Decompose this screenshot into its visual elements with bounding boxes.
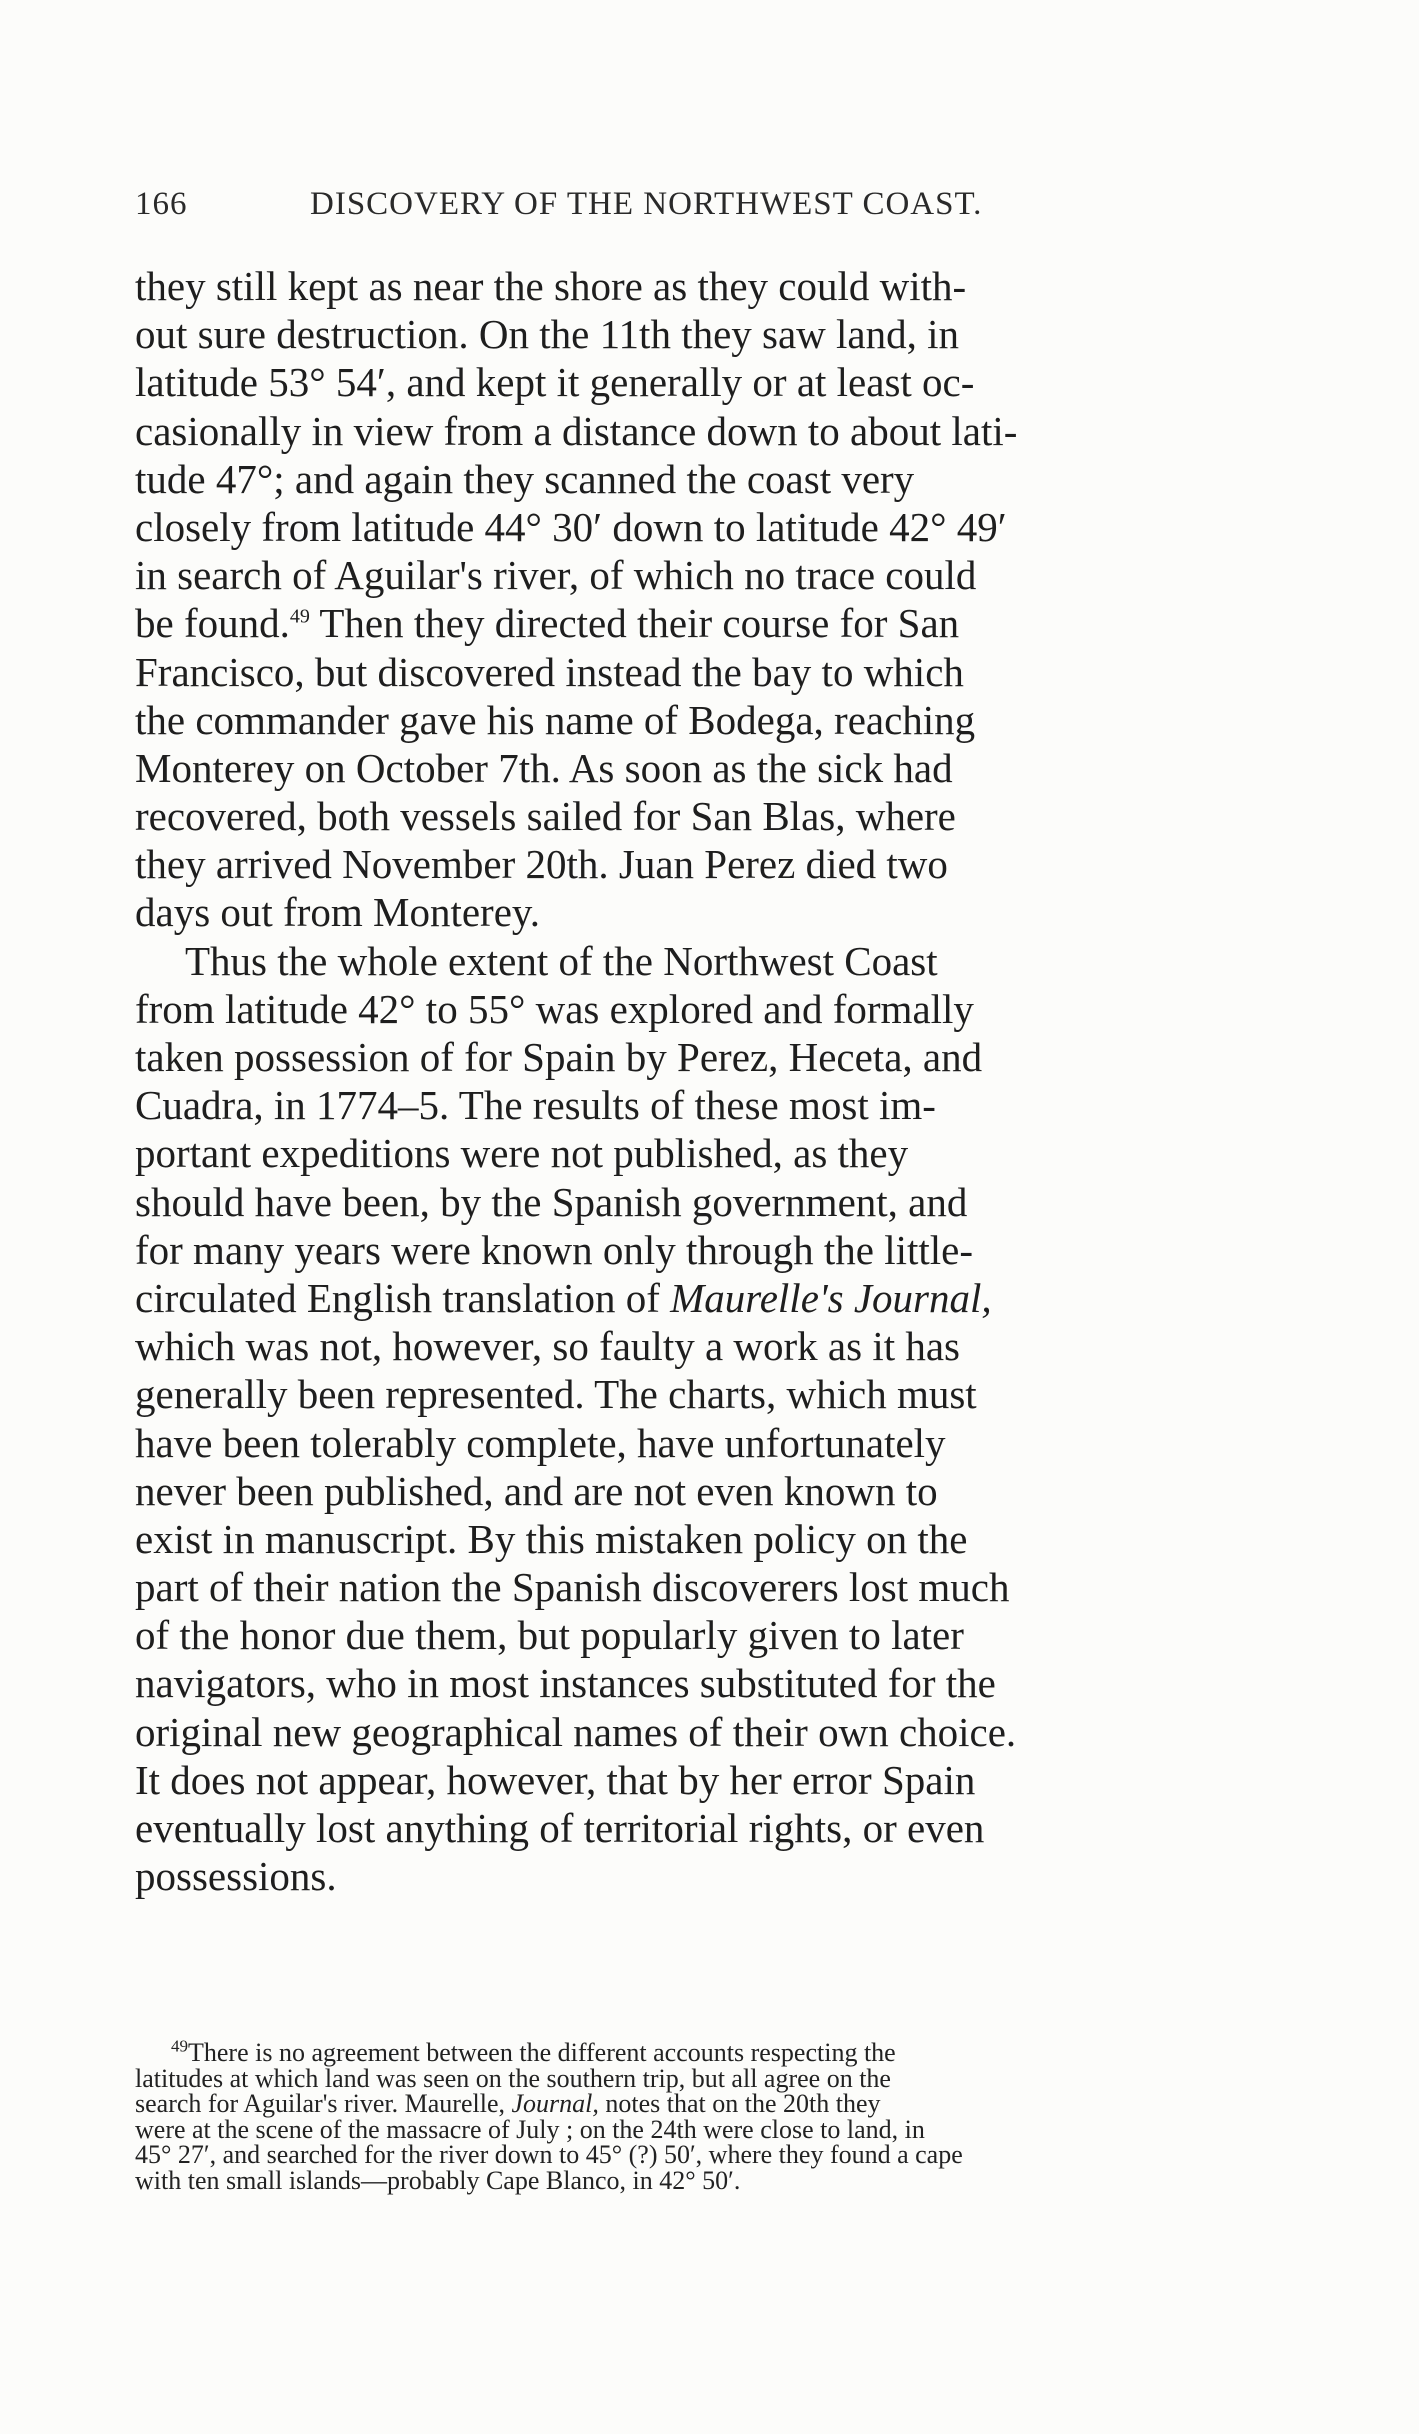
text-line — [135, 599, 1275, 647]
text-line: closely from latitude 44° 30′ down to latitude 42° 49′ — [135, 503, 1007, 550]
text-line — [135, 1274, 1275, 1322]
text-line: Monterey on October 7th. As soon as the sick had — [135, 744, 953, 791]
text-line: have been tolerably complete, have unfortunately — [135, 1419, 946, 1466]
book-title: Journal, — [511, 2089, 599, 2118]
footnote-line: were at the scene of the massacre of July ; on the 24th were close to land, in — [135, 2114, 925, 2144]
text-segment: be found. — [135, 600, 290, 647]
text-line: possessions. — [135, 1853, 337, 1900]
text-line: of the honor due them, but popularly given to later — [135, 1612, 964, 1659]
text-line: the commander gave his name of Bodega, reaching — [135, 696, 976, 743]
text-line: tude 47°; and again they scanned the coast very — [135, 455, 915, 502]
running-head: DISCOVERY OF THE NORTHWEST COAST. — [310, 186, 983, 222]
text-line: for many years were known only through the little- — [135, 1226, 973, 1273]
page-header — [135, 180, 1125, 230]
main-text — [135, 262, 1275, 1900]
text-line: navigators, who in most instances substituted for the — [135, 1660, 996, 1707]
text-line: eventually lost anything of territorial rights, or even — [135, 1805, 985, 1851]
text-line: casionally in view from a distance down to about lati- — [135, 407, 1018, 454]
text-line: which was not, however, so faulty a work as it has — [135, 1323, 961, 1370]
text-line: latitude 53° 54′, and kept it generally or at least oc- — [135, 359, 975, 406]
text-line: never been published, and are not even known to — [135, 1467, 938, 1514]
text-line: in search of Aguilar's river, of which no trace could — [135, 552, 977, 599]
text-line: they still kept as near the shore as they could with- — [135, 263, 967, 309]
footnote-line: latitudes at which land was seen on the southern trip, but all agree on the — [135, 2063, 891, 2093]
page-number: 166 — [135, 186, 188, 222]
footnote — [135, 2036, 1275, 2195]
text-segment: search for Aguilar's river. Maurelle, — [135, 2089, 512, 2118]
text-line: they arrived November 20th. Juan Perez died two — [135, 841, 948, 888]
text-line: recovered, both vessels sailed for San Blas, where — [135, 793, 956, 840]
text-line: taken possession of for Spain by Perez, Heceta, and — [135, 1034, 983, 1080]
footnote-number: 49 — [171, 2036, 188, 2056]
text-line: Thus the whole extent of the Northwest Coast — [185, 937, 938, 984]
text-line: exist in manuscript. By this mistaken policy on the — [135, 1515, 968, 1562]
text-line: portant expeditions were not published, as they — [135, 1130, 909, 1177]
text-line: It does not appear, however, that by her error Spain — [135, 1756, 976, 1803]
text-line: original new geographical names of their own choice. — [135, 1708, 1017, 1755]
text-segment: Then they directed their course for San — [319, 600, 960, 647]
footnote-reference: 49 — [289, 605, 310, 628]
text-line: generally been represented. The charts, which must — [135, 1371, 977, 1418]
footnote-line: 45° 27′, and searched for the river down to 45° (?) 50′, where they found a cape — [135, 2140, 963, 2169]
text-segment: circulated English translation of — [135, 1274, 671, 1321]
footnote-line: with ten small islands—probably Cape Blanco, in 42° 50′. — [135, 2165, 741, 2195]
book-title: Maurelle's Journal, — [670, 1274, 992, 1321]
text-line: part of their nation the Spanish discoverers lost much — [135, 1564, 1010, 1611]
text-segment: notes that on the 20th they — [598, 2089, 881, 2118]
text-line: Cuadra, in 1774–5. The results of these most im- — [135, 1082, 936, 1129]
footnote-line — [135, 2091, 1275, 2117]
text-line: Francisco, but discovered instead the bay to which — [135, 648, 964, 695]
text-line: out sure destruction. On the 11th they saw land, in — [135, 311, 960, 358]
text-line: should have been, by the Spanish government, and — [135, 1178, 968, 1225]
text-line: from latitude 42° to 55° was explored and formally — [135, 985, 974, 1032]
text-segment: There is no agreement between the different accounts respecting the — [188, 2038, 896, 2067]
footnote-line — [135, 2036, 1275, 2067]
text-line: days out from Monterey. — [135, 889, 540, 936]
